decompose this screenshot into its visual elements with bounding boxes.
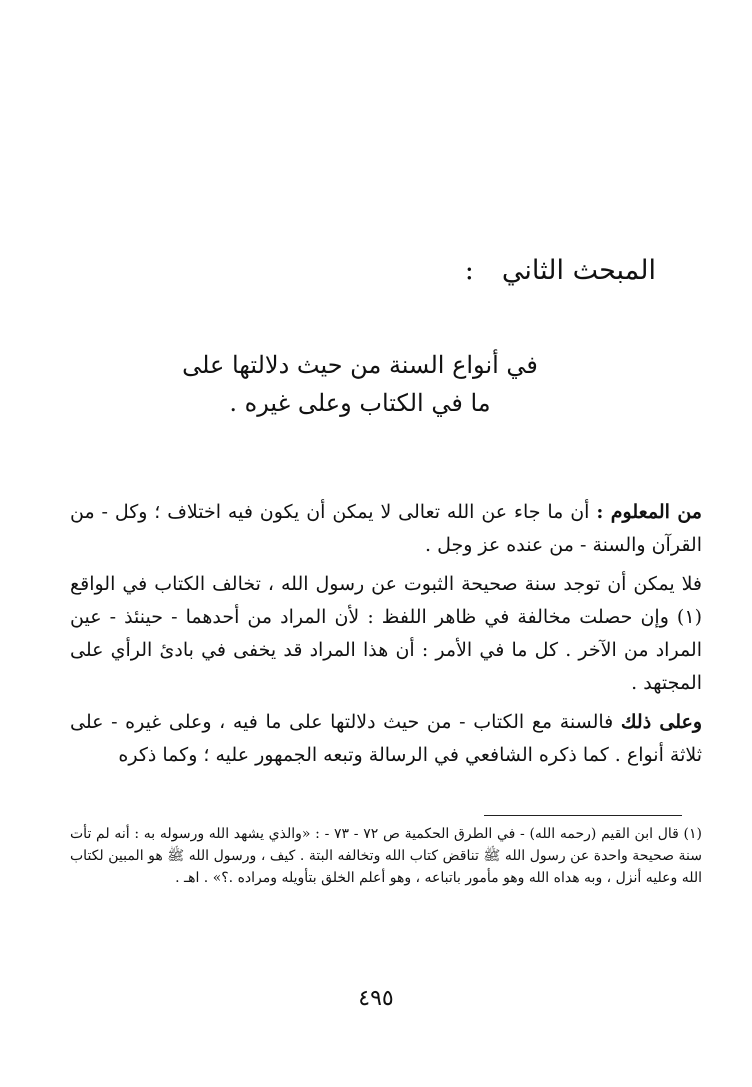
paragraph-2	[70, 568, 702, 700]
footnote	[70, 823, 702, 889]
section-subtitle	[180, 346, 540, 422]
section-heading-colon: :	[464, 255, 474, 286]
footnote-divider	[484, 815, 682, 816]
footnote-text: (١) قال ابن القيم (رحمه الله) - في الطرق الحكمية ص ٧٢ - ٧٣ - : «والذي يشهد الله ورسوله به : أنه لم تأت سنة صحيحة واحدة عن رسول الله ﷺ تناقض كتاب الله وتخالفه البتة . كيف ، ورسول الله ﷺ هو المبين لكتاب الله وعليه أنزل ، وبه هداه الله وهو مأمور باتباعه ، وهو أعلم الخلق بتأويله ومراده .؟» . اهـ .	[70, 826, 702, 886]
subtitle-line-2: ما في الكتاب وعلى غيره .	[229, 389, 491, 417]
subtitle-line-1: في أنواع السنة من حيث دلالتها على	[182, 351, 538, 379]
paragraph-3-text: فالسنة مع الكتاب - من حيث دلالتها على ما فيه ، وعلى غيره - على ثلاثة أنواع . كما ذكره الشافعي في الرسالة وتبعه الجمهور عليه ؛ وكما ذكره	[70, 711, 702, 766]
paragraph-3-keyword: وعلى ذلك	[620, 711, 702, 733]
paragraph-1	[70, 496, 702, 562]
page-number: ٤٩٥	[358, 986, 394, 1011]
paragraph-1-text: أن ما جاء عن الله تعالى لا يمكن أن يكون فيه اختلاف ؛ وكل - من القرآن والسنة - من عنده عز وجل .	[70, 501, 702, 556]
paragraph-1-keyword: من المعلوم :	[596, 501, 702, 523]
section-heading-label: المبحث الثاني	[501, 255, 656, 286]
body-text	[70, 496, 702, 772]
section-heading	[356, 255, 656, 286]
paragraph-2-text: فلا يمكن أن توجد سنة صحيحة الثبوت عن رسول الله ، تخالف الكتاب في الواقع (١) وإن حصلت مخالفة في ظاهر اللفظ : لأن المراد من أحدهما - حينئذ - عين المراد من الآخر . كل ما في الأمر : أن هذا المراد قد يخفى في بادئ الرأي على المجتهد .	[70, 573, 702, 694]
paragraph-3	[70, 706, 702, 772]
